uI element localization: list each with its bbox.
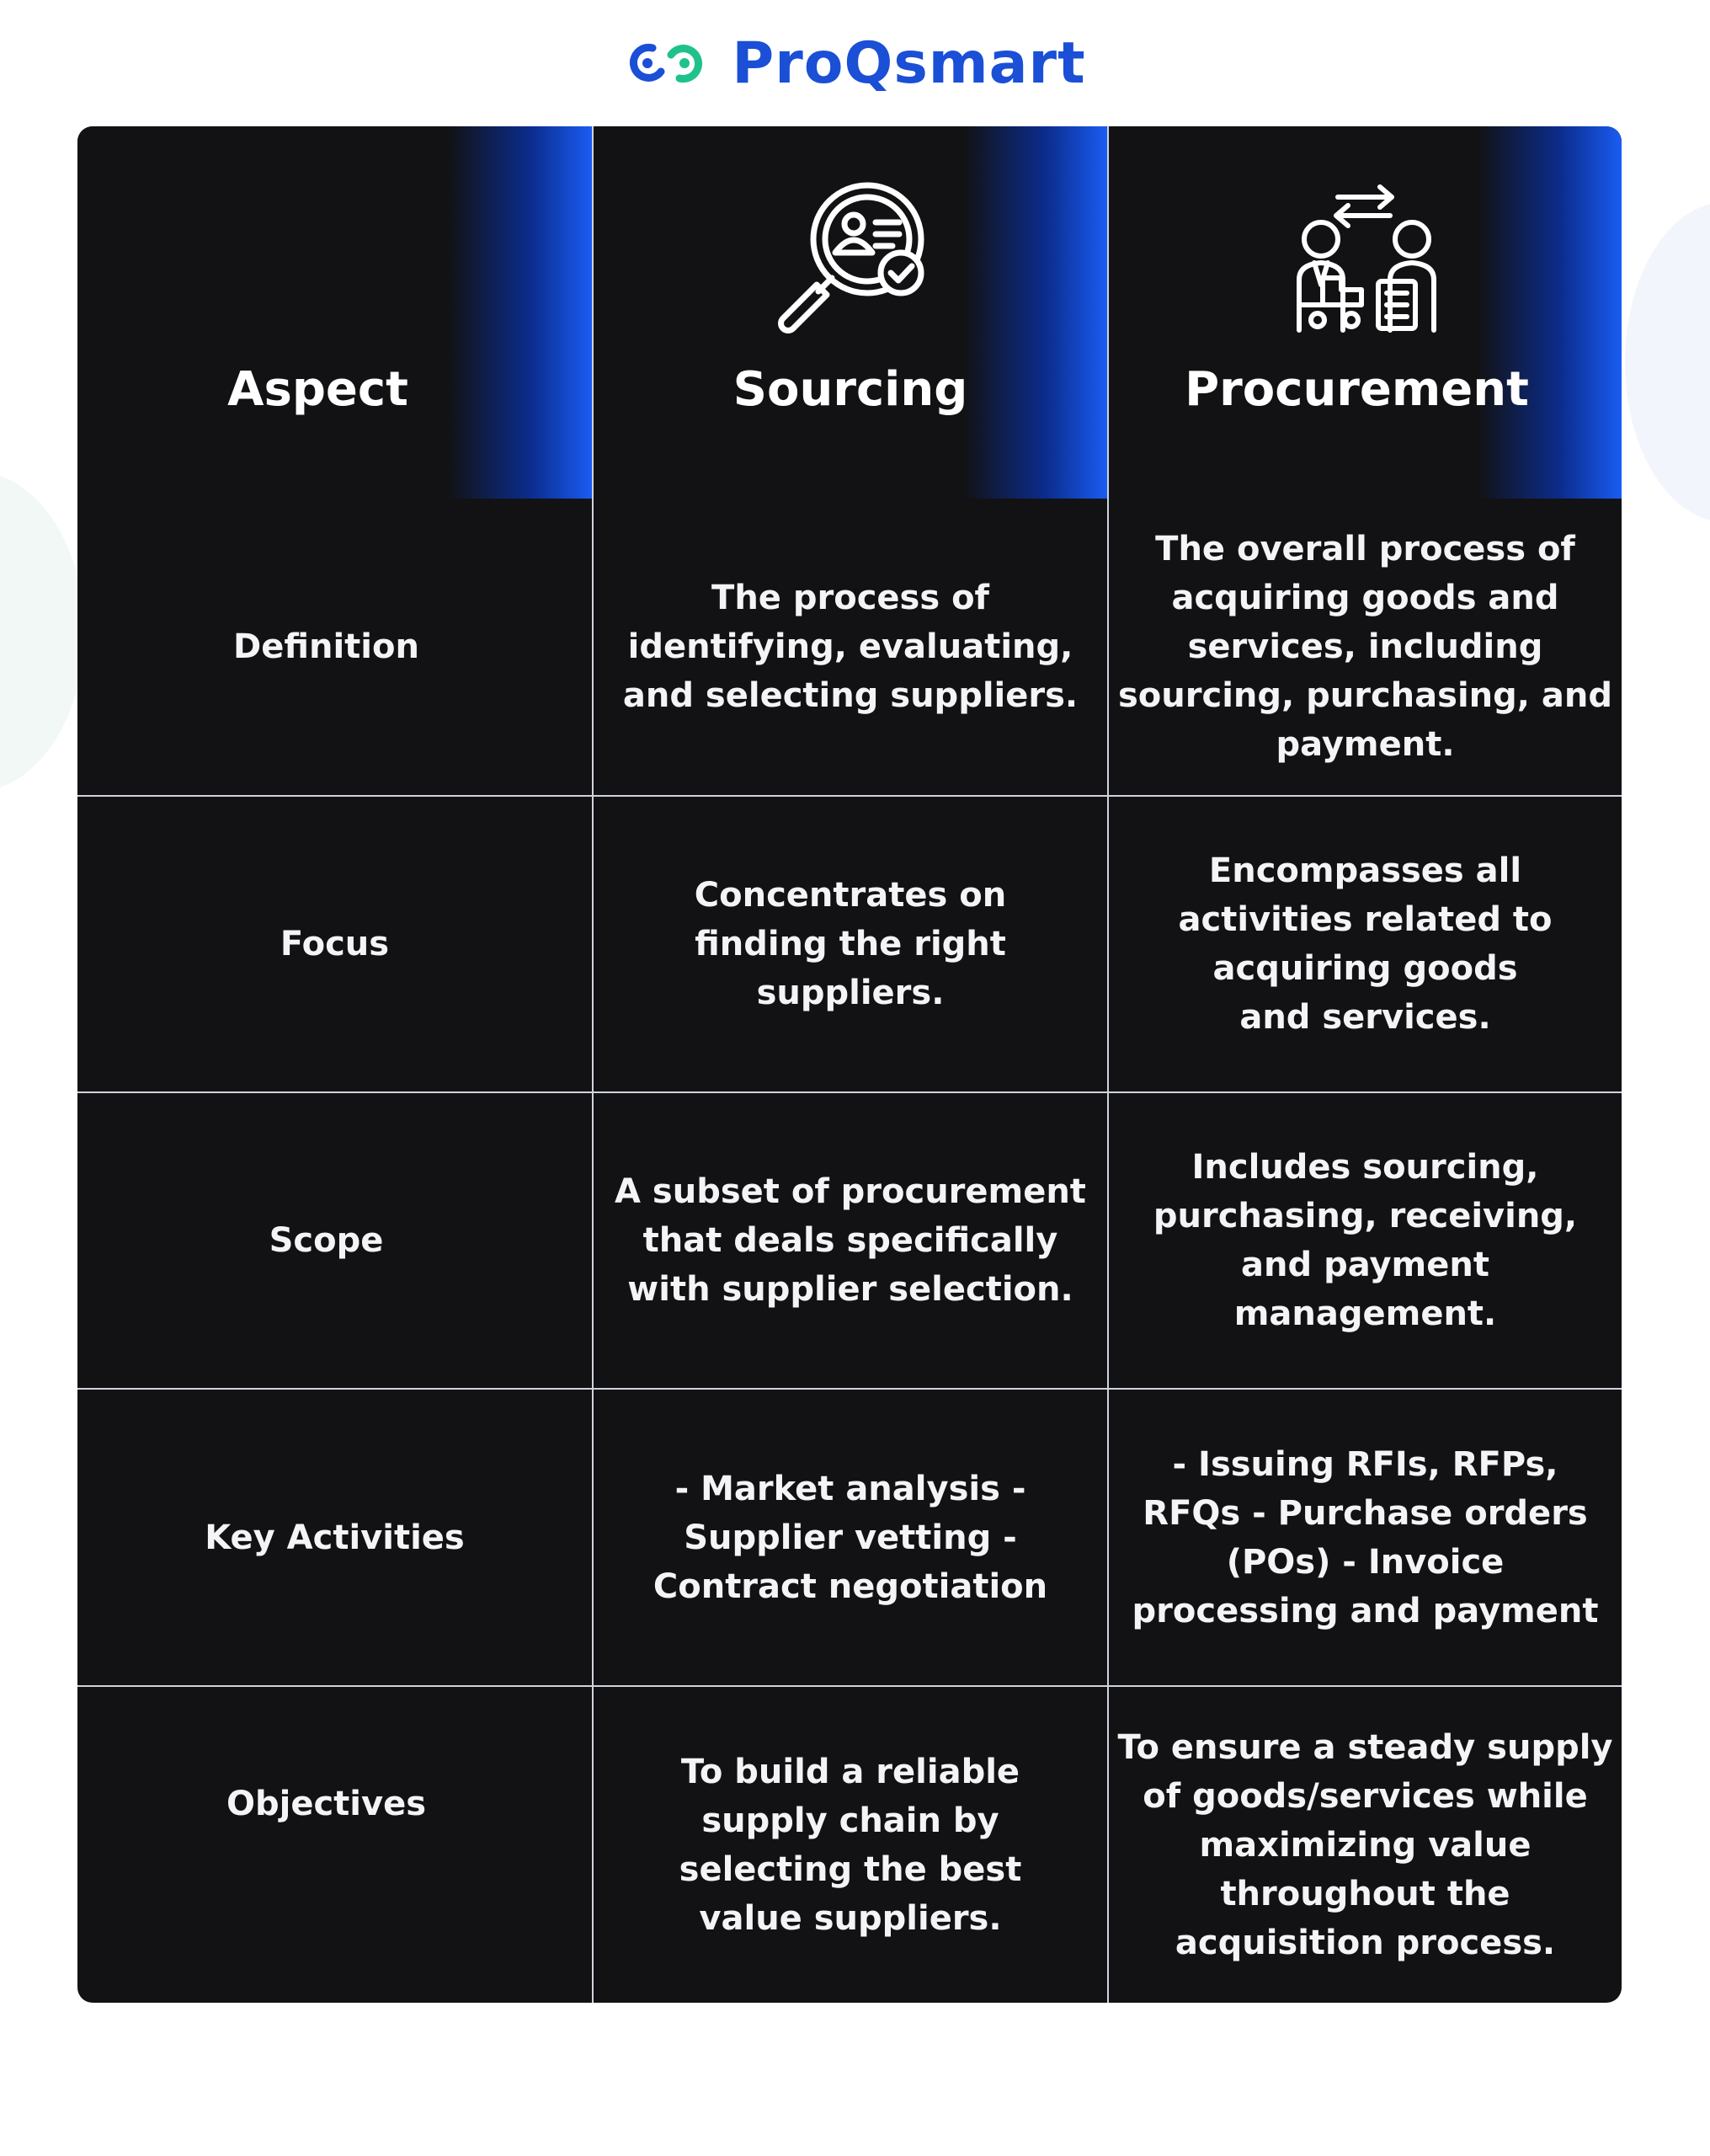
header-sourcing	[594, 126, 1107, 499]
background-blob-right	[1625, 202, 1710, 522]
row-focus-aspect: Focus	[280, 925, 390, 963]
background-blob-left	[0, 472, 84, 792]
row-definition-sourcing: The process of identifying, evaluating, and selecting suppliers.	[622, 579, 1079, 715]
header-aspect	[77, 126, 592, 499]
row-key-activities-procurement: - Issuing RFIs, RFPs, RFQs - Purchase orders (POs) - Invoice processing and payment	[1132, 1444, 1599, 1630]
row-objectives-aspect: Objectives	[226, 1785, 427, 1823]
row-focus-procurement: Encompasses all activities related to acquiring goods and services.	[1178, 851, 1553, 1037]
row-key-activities-aspect: Key Activities	[205, 1518, 465, 1557]
row-key-activities-sourcing: - Market analysis - Supplier vetting - Contract negotiation	[653, 1469, 1048, 1606]
brand-name: ProQsmart	[732, 29, 1086, 97]
row-scope-sourcing: A subset of procurement that deals specifically with supplier selection.	[615, 1172, 1086, 1309]
header-sourcing-title: Sourcing	[732, 362, 968, 417]
brand-logo	[0, 29, 1710, 97]
row-objectives-procurement: To ensure a steady supply of goods/services while maximizing value throughout the acquisition process.	[1117, 1727, 1613, 1962]
people-exchange-cart-icon	[1286, 179, 1446, 342]
magnifier-profile-check-icon	[766, 179, 935, 342]
header-procurement	[1109, 126, 1622, 499]
header-aspect-title: Aspect	[227, 362, 408, 417]
row-focus-sourcing: Concentrates on finding the right suppliers.	[694, 876, 1007, 1012]
comparison-table	[77, 126, 1622, 2003]
infinity-link-logo-icon	[624, 40, 708, 87]
row-objectives-sourcing: To build a reliable supply chain by selecting the best value suppliers.	[679, 1752, 1022, 1938]
row-scope-procurement: Includes sourcing, purchasing, receiving, and payment management.	[1153, 1148, 1578, 1333]
row-scope-aspect: Scope	[269, 1221, 384, 1260]
row-definition-procurement: The overall process of acquiring goods and services, including sourcing, purchasing, and payment.	[1117, 530, 1612, 764]
row-definition-aspect: Definition	[233, 627, 419, 666]
header-procurement-title: Procurement	[1185, 362, 1529, 417]
